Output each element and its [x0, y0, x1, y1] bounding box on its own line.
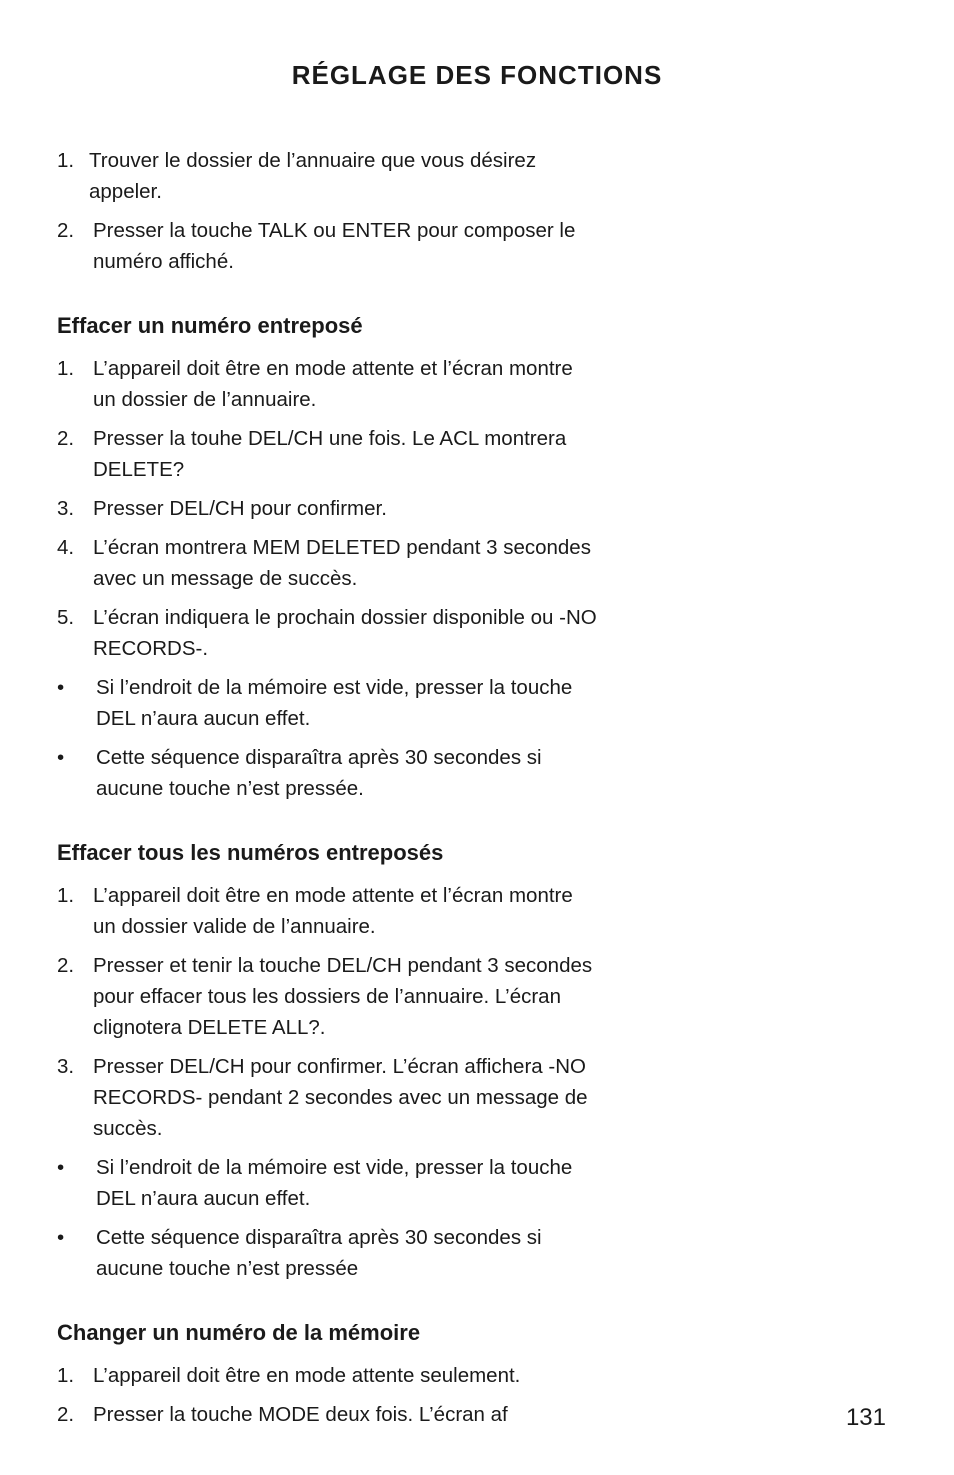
list-item — [57, 532, 597, 594]
item-number: 2. — [57, 219, 75, 242]
item-text: L’appareil doit être en mode attente et l’écran montre un dossier valide de l’annuaire. — [93, 884, 573, 938]
item-text: L’appareil doit être en mode attente seulement. — [93, 1364, 521, 1387]
item-text: Si l’endroit de la mémoire est vide, presser la touche DEL n’aura aucun effet. — [96, 676, 573, 730]
bullet-item — [57, 1152, 597, 1214]
list-item — [57, 1360, 597, 1391]
item-text: L’appareil doit être en mode attente et l’écran montre un dossier de l’annuaire. — [93, 357, 573, 411]
list-item — [57, 145, 597, 207]
item-text: Presser la touche MODE deux fois. L’écran af — [93, 1403, 508, 1426]
item-number: 3. — [57, 497, 75, 520]
item-number: 1. — [57, 1364, 75, 1387]
list-item — [57, 1399, 597, 1430]
page-number: 131 — [845, 1404, 886, 1431]
item-text: Si l’endroit de la mémoire est vide, presser la touche DEL n’aura aucun effet. — [96, 1156, 573, 1210]
item-number: 1. — [57, 149, 75, 172]
bullet-marker: • — [57, 1156, 65, 1179]
list-item — [57, 602, 597, 664]
item-text: Presser DEL/CH pour confirmer. — [93, 497, 387, 520]
intro-list — [57, 145, 597, 277]
list-item — [57, 1051, 597, 1144]
bullet-item — [57, 1222, 597, 1284]
item-text: Presser la touhe DEL/CH une fois. Le ACL montrera DELETE? — [93, 427, 567, 481]
bullet-marker: • — [57, 746, 65, 769]
section-list — [57, 353, 597, 804]
item-number: 2. — [57, 1403, 75, 1426]
item-number: 1. — [57, 357, 75, 380]
bullet-item — [57, 742, 597, 804]
bullet-item — [57, 672, 597, 734]
item-number: 2. — [57, 427, 75, 450]
item-number: 3. — [57, 1055, 75, 1078]
list-item — [57, 423, 597, 485]
list-item — [57, 353, 597, 415]
page-content — [57, 145, 597, 1438]
bullet-marker: • — [57, 676, 65, 699]
item-text: L’écran montrera MEM DELETED pendant 3 secondes avec un message de succès. — [93, 536, 591, 590]
section-list — [57, 1360, 597, 1430]
section-heading: Effacer un numéro entreposé — [57, 313, 363, 338]
list-item — [57, 215, 597, 277]
list-item — [57, 950, 597, 1043]
item-number: 4. — [57, 536, 75, 559]
section-heading: Changer un numéro de la mémoire — [57, 1320, 421, 1345]
item-number: 5. — [57, 606, 75, 629]
item-number: 1. — [57, 884, 75, 907]
item-text: Cette séquence disparaîtra après 30 secondes si aucune touche n’est pressée — [96, 1226, 542, 1280]
list-item — [57, 880, 597, 942]
list-item — [57, 493, 597, 524]
page-title: RÉGLAGE DES FONCTIONS — [291, 60, 663, 90]
section-list — [57, 880, 597, 1284]
section-heading: Effacer tous les numéros entreposés — [57, 840, 444, 865]
item-text: Presser et tenir la touche DEL/CH pendant 3 secondes pour effacer tous les dossiers de l’annuaire. L’écran clignotera DELETE ALL?. — [93, 954, 593, 1039]
item-number: 2. — [57, 954, 75, 977]
item-text: Cette séquence disparaîtra après 30 secondes si aucune touche n’est pressée. — [96, 746, 542, 800]
item-text: Presser la touche TALK ou ENTER pour composer le numéro affiché. — [93, 219, 576, 273]
item-text: Trouver le dossier de l’annuaire que vous désirez appeler. — [89, 149, 537, 203]
item-text: L’écran indiquera le prochain dossier disponible ou -NO RECORDS-. — [93, 606, 597, 660]
item-text: Presser DEL/CH pour confirmer. L’écran affichera -NO RECORDS- pendant 2 secondes avec un message de succès. — [93, 1055, 588, 1140]
bullet-marker: • — [57, 1226, 65, 1249]
